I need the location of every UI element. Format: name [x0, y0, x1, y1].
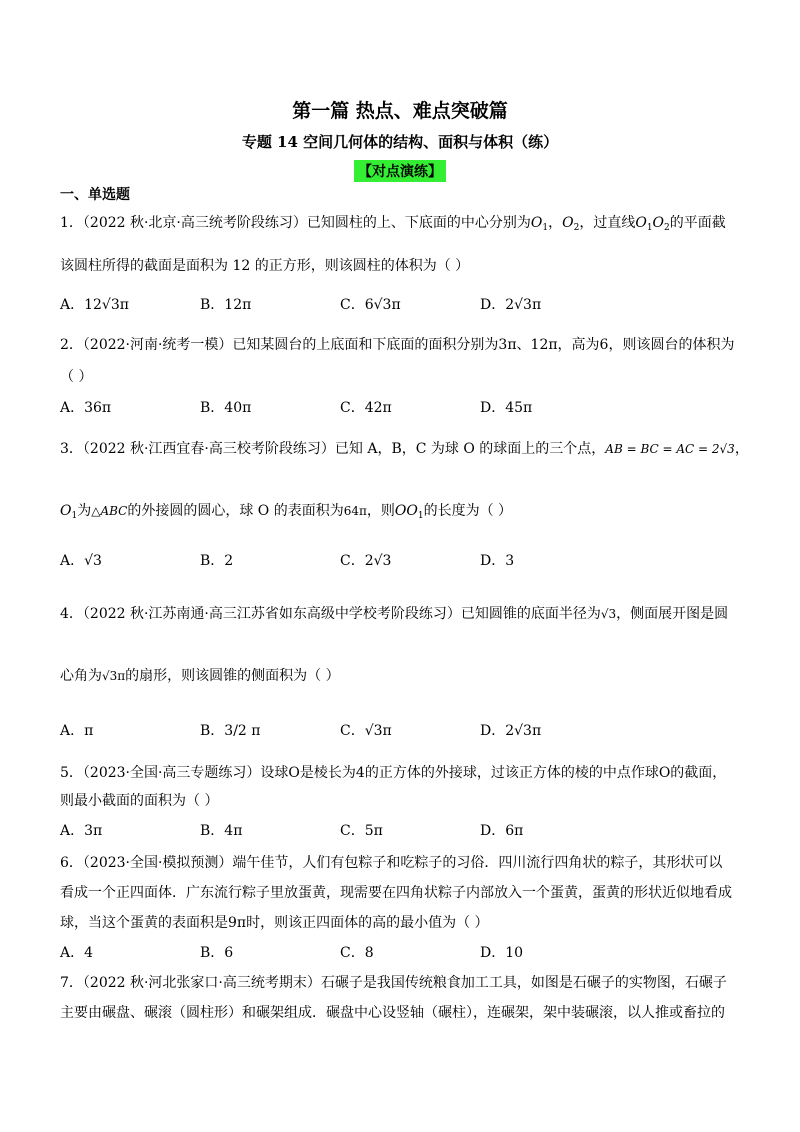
option-b: B．4π [200, 823, 243, 839]
option-a: A．√3 [60, 553, 102, 569]
option-c: C．√3π [340, 723, 392, 739]
option-d: D．2√3π [480, 723, 542, 739]
option-d: D．6π [480, 823, 524, 839]
option-d: D．10 [480, 945, 524, 961]
question-6-line-1: 6．（2023·全国·模拟预测）端午佳节，人们有包粽子和吃粽子的习俗．四川流行四角状的粽子，其形状可以 [60, 855, 723, 871]
option-a: A．12√3π [60, 297, 129, 313]
question-3-line-1: 3．（2022 秋·江西宜春·高三校考阶段练习）已知 A，B，C 为球 O 的球面上的三个点，AB = BC = AC = 2√3， [60, 441, 749, 457]
page-subtitle: 专题 14 空间几何体的结构、面积与体积（练） [241, 133, 559, 151]
question-5-line-1: 5．（2023·全国·高三专题练习）设球O是棱长为4的正方体的外接球，过该正方体的棱的中点作球O的截面， [60, 765, 727, 781]
option-b: B．3/2 π [200, 723, 261, 739]
question-2-line-2: （ ） [60, 369, 93, 385]
option-a: A．π [60, 723, 94, 739]
question-4-line-2: 心角为√3π的扇形，则该圆锥的侧面积为（ ） [60, 668, 340, 684]
question-4-options [60, 720, 750, 740]
option-b: B．6 [200, 945, 234, 961]
option-a: A．36π [60, 400, 112, 416]
question-2-options [60, 397, 750, 417]
question-3-options [60, 550, 750, 570]
option-c: C．8 [340, 945, 374, 961]
question-6-line-3: 球，当这个蛋黄的表面积是9π时，则该正四面体的高的最小值为（ ） [60, 915, 489, 931]
option-a: A．4 [60, 945, 94, 961]
option-c: C．5π [340, 823, 383, 839]
practice-badge: 【对点演练】 [354, 160, 446, 182]
option-b: B．2 [200, 553, 234, 569]
option-c: C．42π [340, 400, 392, 416]
option-c: C．6√3π [340, 297, 401, 313]
option-d: D．3 [480, 553, 515, 569]
option-d: D．2√3π [480, 297, 542, 313]
question-5-options [60, 820, 750, 840]
question-2-line-1: 2．（2022·河南·统考一模）已知某圆台的上底面和下底面的面积分别为3π、12π，高为6，则该圆台的体积为 [60, 337, 735, 353]
question-7-line-2: 主要由碾盘、碾滚（圆柱形）和碾架组成．碾盘中心设竖轴（碾柱），连碾架，架中装碾滚，以人推或畜拉的 [60, 1005, 725, 1021]
question-1-line-2: 该圆柱所得的截面是面积为 12 的正方形，则该圆柱的体积为（ ） [60, 258, 470, 274]
question-6-line-2: 看成一个正四面体．广东流行粽子里放蛋黄，现需要在四角状粽子内部放入一个蛋黄，蛋黄的形状近似地看成 [60, 885, 732, 901]
section-heading: 一、单选题 [60, 187, 130, 203]
question-3-line-2: $O_1$为△ABC的外接圆的圆心，球 O 的表面积为64π，则$OO_1$的长度为（ ） [60, 503, 513, 521]
option-b: B．12π [200, 297, 252, 313]
question-1-options [60, 294, 750, 314]
question-7-line-1: 7．（2022 秋·河北张家口·高三统考期末）石碾子是我国传统粮食加工工具，如图是石碾子的实物图，石碾子 [60, 975, 727, 991]
page-title: 第一篇 热点、难点突破篇 [292, 100, 508, 122]
option-b: B．40π [200, 400, 252, 416]
option-d: D．45π [480, 400, 533, 416]
question-6-options [60, 942, 750, 962]
question-5-line-2: 则最小截面的面积为（ ） [60, 793, 219, 809]
option-a: A．3π [60, 823, 103, 839]
question-1-line-1: 1．（2022 秋·北京·高三统考阶段练习）已知圆柱的上、下底面的中心分别为$O_1$，$O_2$，过直线$O_1O_2$的平面截 [60, 215, 726, 233]
question-4-line-1: 4．（2022 秋·江苏南通·高三江苏省如东高级中学校考阶段练习）已知圆锥的底面半径为√3，侧面展开图是圆 [60, 606, 729, 622]
option-c: C．2√3 [340, 553, 392, 569]
